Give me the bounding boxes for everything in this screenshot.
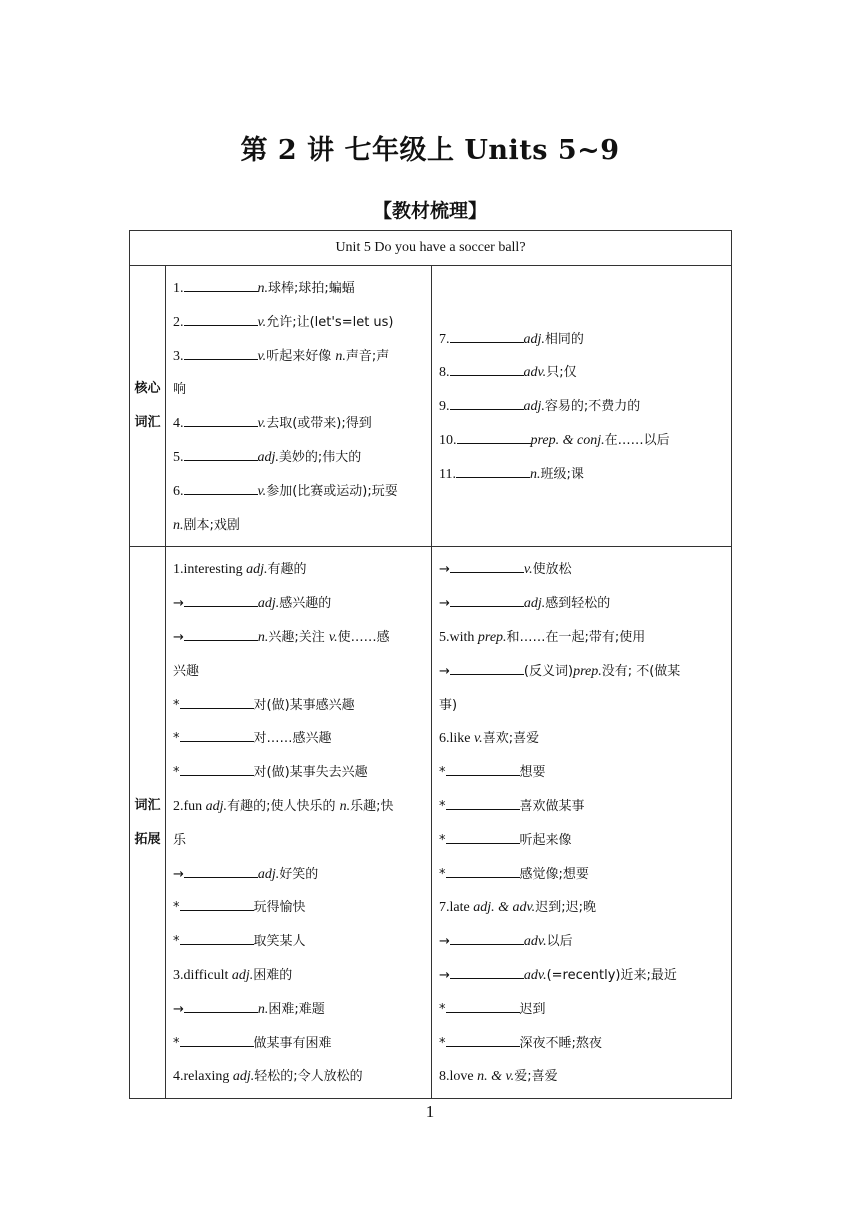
expand-line: 1.interesting adj.有趣的 <box>173 562 307 578</box>
expand-line: * 喜欢做某事 <box>439 790 725 824</box>
section-heading: 【教材梳理】 <box>372 200 487 222</box>
expand-line: 3.difficult adj.困难的 <box>173 967 293 983</box>
answer-blank[interactable] <box>184 312 258 326</box>
expand-line: 6.like v.喜欢;喜爱 <box>439 731 540 747</box>
vocab-item-5: 5. adj.美妙的;伟大的 <box>173 441 425 475</box>
core-vocab-label <box>130 266 166 547</box>
expand-line: * 迟到 <box>439 993 725 1027</box>
core-vocab-row <box>130 266 732 547</box>
answer-blank[interactable] <box>184 447 258 461</box>
expand-line: * 感觉像;想要 <box>439 858 725 892</box>
answer-blank[interactable] <box>184 413 258 427</box>
expand-line: 2.fun adj.有趣的;使人快乐的 n.乐趣;快 <box>173 798 394 814</box>
unit-header: Unit 5 Do you have a soccer ball? <box>335 240 526 255</box>
expand-line: * 听起来像 <box>439 824 725 858</box>
answer-blank[interactable] <box>184 278 258 292</box>
vocab-item-3-cont: 响 <box>173 382 187 398</box>
answer-blank[interactable] <box>184 346 258 360</box>
unit-header-cell <box>130 231 732 266</box>
answer-blank[interactable] <box>184 481 258 495</box>
vocab-item-11: 11. n.班级;课 <box>439 458 725 492</box>
answer-blank[interactable] <box>446 1033 520 1047</box>
core-vocab-right <box>432 266 732 547</box>
unit-header-row <box>130 231 732 266</box>
vocab-item-4: 4. v.去取(或带来);得到 <box>173 407 425 441</box>
answer-blank[interactable] <box>446 999 520 1013</box>
answer-blank[interactable] <box>184 627 258 641</box>
answer-blank[interactable] <box>450 329 524 343</box>
expand-line: * 想要 <box>439 756 725 790</box>
expand-line: * 对(做)某事感兴趣 <box>173 689 425 723</box>
vocab-item-2: 2. v.允许;让(let's=let us) <box>173 306 425 340</box>
expand-line: → adj.感到轻松的 <box>439 587 725 621</box>
expand-line: * 取笑某人 <box>173 925 425 959</box>
label-line: 词汇 <box>134 415 161 431</box>
expand-line: 兴趣 <box>173 663 200 679</box>
answer-blank[interactable] <box>184 999 258 1013</box>
page-number: 1 <box>425 1102 435 1121</box>
label-line: 拓展 <box>134 831 161 847</box>
expand-line: 事) <box>439 697 458 713</box>
expand-line: 乐 <box>173 832 187 848</box>
expand-line: → v.使放松 <box>439 553 725 587</box>
vocab-item-3: 3. v.听起来好像 n.声音;声 <box>173 340 425 374</box>
expand-line: → adj.感兴趣的 <box>173 587 425 621</box>
expand-vocab-left <box>166 547 432 1099</box>
answer-blank[interactable] <box>450 362 524 376</box>
expand-line: * 对……感兴趣 <box>173 722 425 756</box>
answer-blank[interactable] <box>450 396 524 410</box>
answer-blank[interactable] <box>446 830 520 844</box>
core-vocab-left <box>166 266 432 547</box>
answer-blank[interactable] <box>180 931 254 945</box>
vocab-item-10: 10. prep. & conj.在……以后 <box>439 424 725 458</box>
label-line: 核心 <box>134 381 161 397</box>
answer-blank[interactable] <box>450 559 524 573</box>
label-line: 词汇 <box>134 797 161 813</box>
expand-vocab-right <box>432 547 732 1099</box>
answer-blank[interactable] <box>180 897 254 911</box>
vocab-item-1: 1. n.球棒;球拍;蝙蝠 <box>173 272 425 306</box>
expand-line: → n.兴趣;关注 v.使……感 <box>173 621 425 655</box>
answer-blank[interactable] <box>450 661 524 675</box>
expand-line: * 深夜不睡;熬夜 <box>439 1027 725 1061</box>
answer-blank[interactable] <box>450 965 524 979</box>
expand-line: 7.late adj. & adv.迟到;迟;晚 <box>439 900 596 916</box>
vocab-item-6: 6. v.参加(比赛或运动);玩耍 <box>173 475 425 509</box>
answer-blank[interactable] <box>446 762 520 776</box>
expand-line: → adv.以后 <box>439 925 725 959</box>
expand-line: 4.relaxing adj.轻松的;令人放松的 <box>173 1069 363 1085</box>
vocabulary-table <box>129 230 732 1099</box>
expand-line: → adv.(=recently)近来;最近 <box>439 959 725 993</box>
answer-blank[interactable] <box>446 864 520 878</box>
answer-blank[interactable] <box>446 796 520 810</box>
vocab-item-6-cont: n.剧本;戏剧 <box>173 517 240 533</box>
expand-line: → n.困难;难题 <box>173 993 425 1027</box>
expand-line: * 玩得愉快 <box>173 891 425 925</box>
answer-blank[interactable] <box>180 762 254 776</box>
answer-blank[interactable] <box>450 931 524 945</box>
answer-blank[interactable] <box>180 728 254 742</box>
answer-blank[interactable] <box>180 1033 254 1047</box>
answer-blank[interactable] <box>457 430 531 444</box>
answer-blank[interactable] <box>184 593 258 607</box>
answer-blank[interactable] <box>180 695 254 709</box>
answer-blank[interactable] <box>450 593 524 607</box>
expand-line: 8.love n. & v.爱;喜爱 <box>439 1069 558 1085</box>
expand-line: → (反义词)prep.没有; 不(做某 <box>439 655 725 689</box>
vocab-item-8: 8. adv.只;仅 <box>439 356 725 390</box>
vocab-item-7: 7. adj.相同的 <box>439 323 725 357</box>
expand-line: 5.with prep.和……在一起;带有;使用 <box>439 629 646 645</box>
expand-line: * 做某事有困难 <box>173 1027 425 1061</box>
expand-vocab-label <box>130 547 166 1099</box>
vocab-item-9: 9. adj.容易的;不费力的 <box>439 390 725 424</box>
expand-line: → adj.好笑的 <box>173 858 425 892</box>
answer-blank[interactable] <box>184 864 258 878</box>
page-title: 第 2 讲 七年级上 Units 5~9 <box>240 135 620 166</box>
expand-vocab-row <box>130 547 732 1099</box>
expand-line: * 对(做)某事失去兴趣 <box>173 756 425 790</box>
answer-blank[interactable] <box>456 464 530 478</box>
